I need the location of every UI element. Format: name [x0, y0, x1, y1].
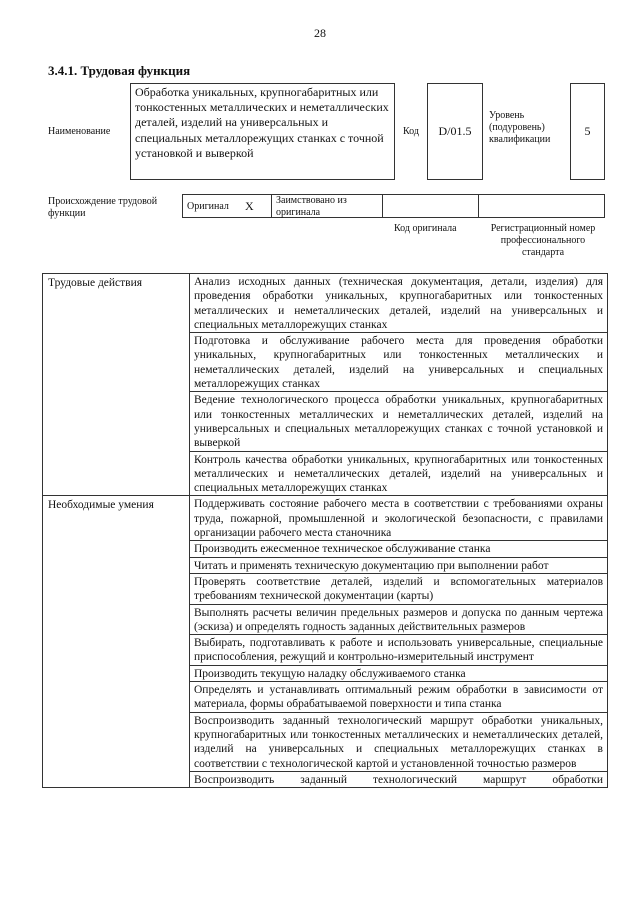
- skill-item: Проверять соответствие деталей, изделий и вспомогательных материалов требованиям технической документации (карты): [190, 574, 607, 605]
- borrowed-cell: [272, 195, 383, 217]
- origin-row: [182, 194, 605, 218]
- labor-action-item: Подготовка и обслуживание рабочего места для проведения обработки уникальных, крупногабаритных или тонкостенных металлических и неметаллических деталей, изделий на универсальных и специальных металлорежущих станках: [190, 333, 607, 392]
- skill-item: Выбирать, подготавливать к работе и использовать универсальные, специальные приспособления, режущий и контрольно-измерительный инструмент: [190, 635, 607, 666]
- labor-action-item: Ведение технологического процесса обработки уникальных, крупногабаритных или тонкостенных металлических и неметаллических деталей, изделий на универсальных и специальных металлорежущих станках с точной установкой и выверкой: [190, 392, 607, 451]
- function-name-value: Обработка уникальных, крупногабаритных или тонкостенных металлических и неметаллических деталей, изделий на универсальных и специальных металлорежущих станках с точной установкой и выверкой: [135, 85, 389, 160]
- code-box: [427, 83, 483, 180]
- level-label: Уровень (подуровень) квалификации: [489, 110, 551, 145]
- skill-item: Производить текущую наладку обслуживаемого станка: [190, 666, 607, 682]
- original-mark: X: [245, 199, 254, 213]
- skill-item: Поддерживать состояние рабочего места в соответствии с требованиями охраны труда, пожарной, промышленной и экологической безопасности, с правилами организации рабочего места станочника: [190, 496, 607, 541]
- skills-label: Необходимые умения: [43, 496, 190, 788]
- code-original-cell: [383, 195, 479, 217]
- labor-actions-label: Трудовые действия: [43, 274, 190, 496]
- labor-action-item: Анализ исходных данных (техническая документация, детали, изделия) для проведения обработки уникальных, крупногабаритных или тонкостенных металлических и неметаллических деталей, изделий на универсальных и специальных металлорежущих станках: [190, 274, 607, 333]
- labor-actions-row: [43, 274, 608, 496]
- skills-cell: [190, 496, 608, 788]
- page-number: 28: [314, 26, 326, 40]
- reg-number-caption: Регистрационный номер профессионального стандарта: [490, 223, 596, 258]
- skill-item: Выполнять расчеты величин предельных размеров и допуска по данным чертежа (эскиза) и определять годность заданных действительных размеров: [190, 605, 607, 636]
- origin-label: Происхождение трудовой функции: [48, 196, 158, 219]
- reg-number-cell: [479, 195, 604, 217]
- labor-action-item: Контроль качества обработки уникальных, крупногабаритных или тонкостенных металлических и неметаллических деталей, изделий на универсальных и специальных металлорежущих станках: [194, 453, 603, 495]
- skill-item: Воспроизводить заданный технологический маршрут обработки: [194, 773, 603, 786]
- original-label: Оригинал: [187, 201, 229, 212]
- name-label: Наименование: [48, 126, 111, 137]
- level-box: [570, 83, 605, 180]
- code-original-caption: Код оригинала: [394, 223, 457, 234]
- code-label: Код: [403, 126, 419, 137]
- skills-row: [43, 496, 608, 788]
- skill-item: Определять и устанавливать оптимальный режим обработки в зависимости от материала, формы обрабатываемой поверхности и типа станка: [190, 682, 607, 713]
- skill-item: Воспроизводить заданный технологический маршрут обработки уникальных, крупногабаритных или тонкостенных металлических и неметаллических деталей, изделий на универсальных и специальных металлорежущих станках в соответствии с технологической картой и установленной точностью размеров: [190, 713, 607, 772]
- skill-item: Читать и применять техническую документацию при выполнении работ: [190, 558, 607, 574]
- section-title: 3.4.1. Трудовая функция: [48, 63, 191, 78]
- labor-actions-cell: [190, 274, 608, 496]
- borrowed-label: Заимствовано из оригинала: [276, 195, 347, 218]
- function-name-box: [130, 83, 395, 180]
- code-value: D/01.5: [438, 124, 472, 138]
- original-cell: [183, 195, 272, 217]
- level-value: 5: [584, 124, 591, 138]
- skill-item: Производить ежесменное техническое обслуживание станка: [190, 541, 607, 557]
- labor-function-table: [42, 273, 608, 788]
